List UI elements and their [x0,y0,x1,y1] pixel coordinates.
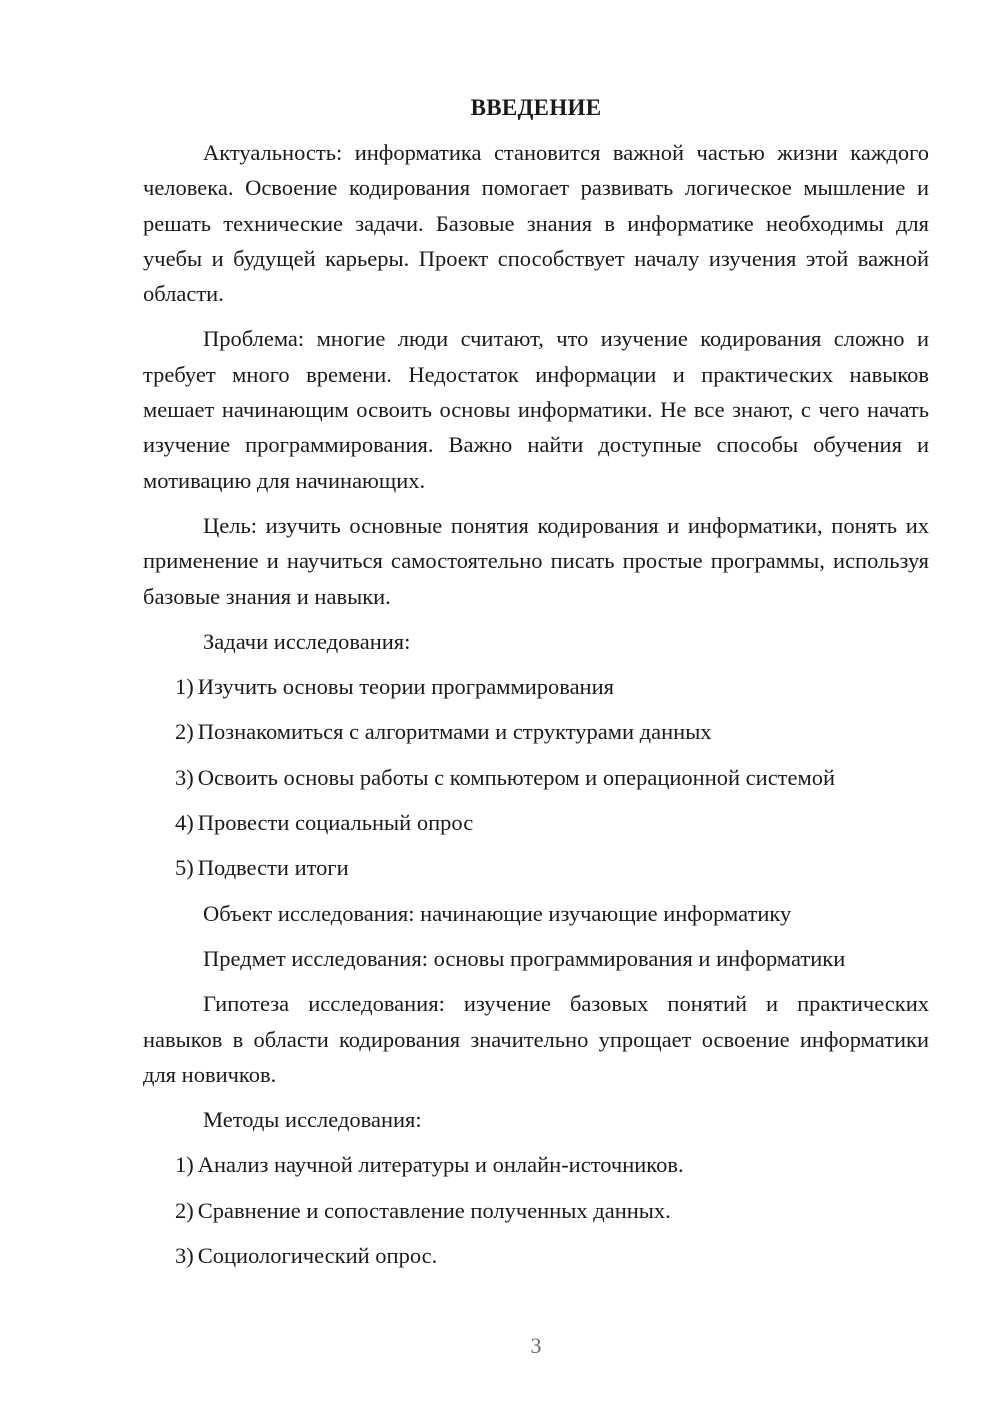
list-item [143,1147,929,1182]
list-item-text: Освоить основы работы с компьютером и операционной системой [197,764,836,790]
document-page [143,90,929,1283]
hypothesis-paragraph: Гипотеза исследования: изучение базовых понятий и практических навыков в области кодирования значительно упрощает освоение информатики для новичков. [143,991,929,1087]
problem-paragraph: Проблема: многие люди считают, что изучение кодирования сложно и требует много времени. Недостаток информации и практических навыков мешает начинающим освоить основы информатики. Не все знают, с чего начать изучение программирования. Важно найти доступные способы обучения и мотивацию для начинающих. [143,326,929,493]
tasks-list [143,669,929,885]
list-item [143,1238,929,1273]
list-item-text: Анализ научной литературы и онлайн-источников. [197,1152,684,1178]
list-item-number: 5) [175,855,194,881]
list-item-number: 2) [175,719,194,745]
list-item-number: 1) [175,1152,194,1178]
list-item-text: Подвести итоги [197,855,349,881]
list-item [143,669,929,704]
list-item-number: 4) [175,810,194,836]
list-item-text: Познакомиться с алгоритмами и структурами данных [197,719,712,745]
subject-line: Предмет исследования: основы программирования и информатики [203,945,846,971]
list-item-number: 1) [175,674,194,700]
page-number: 3 [530,1333,542,1358]
tasks-heading: Задачи исследования: [203,628,411,654]
list-item [143,805,929,840]
methods-list [143,1147,929,1273]
list-item-text: Социологический опрос. [197,1243,438,1269]
list-item-number: 3) [175,1243,194,1269]
relevance-paragraph: Актуальность: информатика становится важной частью жизни каждого человека. Освоение кодирования помогает развивать логическое мышление и решать технические задачи. Базовые знания в информатике необходимы для учебы и будущей карьеры. Проект способствует началу изучения этой важной области. [143,140,929,307]
methods-heading: Методы исследования: [203,1107,422,1133]
object-line: Объект исследования: начинающие изучающие информатику [203,900,792,926]
list-item-text: Провести социальный опрос [197,810,474,836]
list-item [143,1193,929,1228]
goal-paragraph: Цель: изучить основные понятия кодирования и информатики, понять их применение и научиться самостоятельно писать простые программы, используя базовые знания и навыки. [143,512,929,609]
list-item [143,760,929,795]
list-item [143,850,929,885]
list-item [143,714,929,749]
list-item-number: 2) [175,1197,194,1223]
list-item-text: Сравнение и сопоставление полученных данных. [197,1197,671,1223]
section-title: ВВЕДЕНИЕ [470,95,602,120]
list-item-number: 3) [175,764,194,790]
list-item-text: Изучить основы теории программирования [197,674,614,700]
